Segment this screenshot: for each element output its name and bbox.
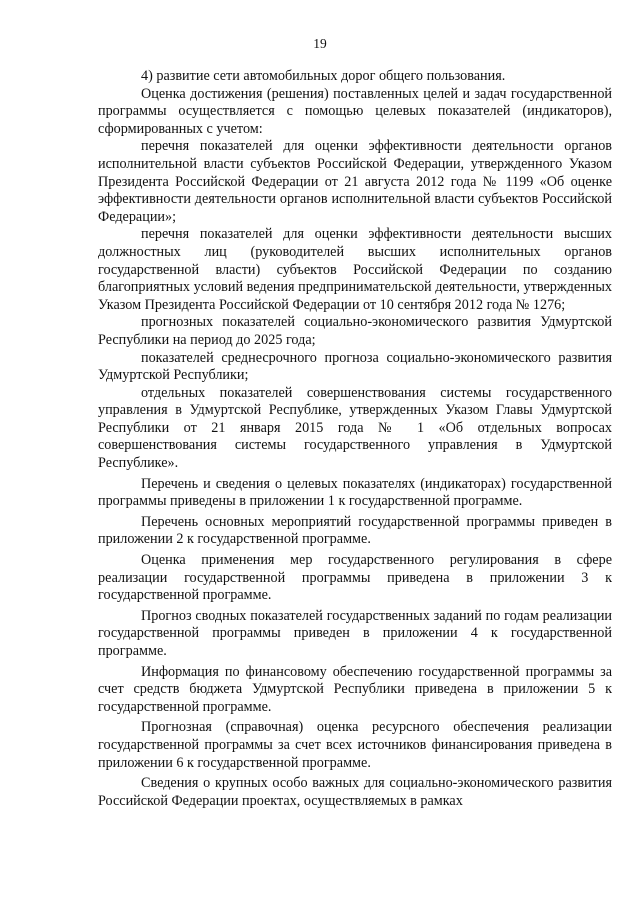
paragraph-governance-decree: отдельных показателей совершенствования системы государственного управления в Удмуртской Республике, утвержденных Указом Главы Удмуртской Республики от 21 января 2015 года № 1 «Об отдельных вопросах совершенствования системы государственного управления в Удмуртской Республике».: [98, 384, 612, 472]
paragraph-appendix-2: Перечень основных мероприятий государственной программы приведен в приложении 2 к государственной программе.: [98, 513, 612, 548]
paragraph-midterm-forecast: показателей среднесрочного прогноза социально-экономического развития Удмуртской Республики;: [98, 349, 612, 384]
paragraph-appendix-3: Оценка применения мер государственного регулирования в сфере реализации государственной программы приведена в приложении 3 к государственной программе.: [98, 552, 612, 604]
paragraph-appendix-6: Прогнозная (справочная) оценка ресурсного обеспечения реализации государственной программы за счет всех источников финансирования приведена в приложении 6 к государственной программе.: [98, 719, 612, 771]
document-body: [98, 68, 612, 810]
page-number: 19: [313, 36, 327, 51]
paragraph-appendix-4: Прогноз сводных показателей государственных заданий по годам реализации государственной программы приведен в приложении 4 к государственной программе.: [98, 607, 612, 659]
paragraph-major-projects: Сведения о крупных особо важных для социально-экономического развития Российской Федерации проектах, осуществляемых в рамках: [98, 775, 612, 809]
paragraph-assessment-intro: Оценка достижения (решения) поставленных целей и задач государственной программы осуществляется с помощью целевых показателей (индикаторов), сформированных с учетом:: [98, 85, 612, 137]
paragraph-appendix-5: Информация по финансовому обеспечению государственной программы за счет средств бюджета Удмуртской Республики приведена в приложении 5 к государственной программе.: [98, 663, 612, 715]
paragraph-decree-1199: перечня показателей для оценки эффективности деятельности органов исполнительной власти субъектов Российской Федерации, утвержденного Указом Президента Российской Федерации от 21 августа 2012 года № 1199 «Об оценке эффективности деятельности органов исполнительной власти субъектов Российской Федерации»;: [98, 138, 612, 225]
paragraph-appendix-1: Перечень и сведения о целевых показателях (индикаторах) государственной программы приведены в приложении 1 к государственной программе.: [98, 475, 612, 510]
paragraph-decree-1276: перечня показателей для оценки эффективности деятельности высших должностных лиц (руководителей высших исполнительных органов государственной власти) субъектов Российской Федерации по созданию благоприятных условий ведения предпринимательской деятельности, утвержденных Указом Президента Российской Федерации от 10 сентября 2012 года № 1276;: [98, 226, 612, 313]
paragraph-forecast-2025: прогнозных показателей социально-экономического развития Удмуртской Республики на период до 2025 года;: [98, 314, 612, 348]
paragraph-roads: 4) развитие сети автомобильных дорог общего пользования.: [141, 68, 506, 84]
